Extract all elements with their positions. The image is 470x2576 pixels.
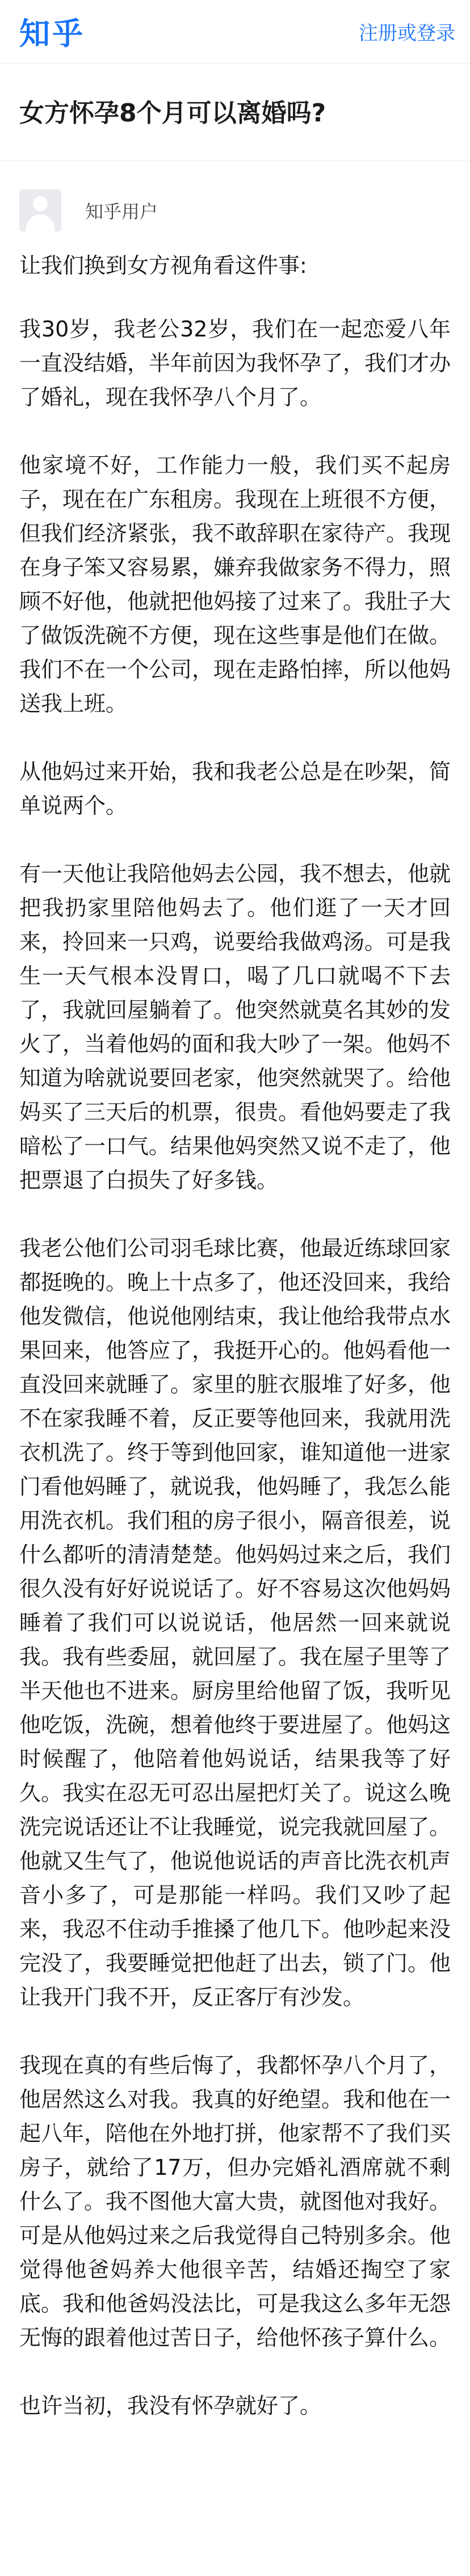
answer-paragraph: 从他妈过来开始，我和我老公总是在吵架，简单说两个。 [19, 759, 451, 819]
avatar[interactable] [19, 190, 61, 231]
author-name[interactable]: 知乎用户 [85, 201, 158, 223]
answer-author [19, 190, 451, 231]
answer-paragraph: 让我们换到女方视角看这件事: [19, 253, 307, 279]
question-title[interactable]: 女方怀孕8个月可以离婚吗? [0, 64, 470, 161]
answer-paragraph: 也许当初，我没有怀孕就好了。 [19, 2393, 322, 2419]
answer-paragraph: 有一天他让我陪他妈去公园，我不想去，他就把我扔家里陪他妈去了。他们逛了一天才回来，拎回来一只鸡，说要给我做鸡汤。可是我生一天气根本没胃口，喝了几口就喝不下去了，我就回屋躺着了。他突然就莫名其妙的发火了，当着他妈的面和我大吵了一架。他妈不知道为啥就说要回老家，他突然就哭了。给他妈买了三天后的机票，很贵。看他妈要走了我暗松了一口气。结果他妈突然又说不走了，他把票退了白损失了好多钱。 [19, 861, 451, 1193]
answer-paragraph: 我30岁，我老公32岁，我们在一起恋爱八年一直没结婚，半年前因为我怀孕了，我们才办了婚礼，现在我怀孕八个月了。 [19, 317, 451, 410]
top-bar [0, 0, 470, 64]
answer-paragraph: 我现在真的有些后悔了，我都怀孕八个月了，他居然这么对我。我真的好绝望。我和他在一起八年，陪他在外地打拼，他家帮不了我们买房子，就给了17万，但办完婚礼酒席就不剩什么了。我不图他大富大贵，就图他对我好。可是从他妈过来之后我觉得自己特别多余。他觉得他爸妈养大他很辛苦，结婚还掏空了家底。我和他爸妈没法比，可是我这么多年无怨无悔的跟着他过苦日子，给他怀孩子算什么。 [19, 2053, 451, 2351]
zhihu-logo[interactable]: 知乎 [19, 16, 85, 52]
answer-paragraph: 他家境不好，工作能力一般，我们买不起房子，现在在广东租房。我现在上班很不方便，但我们经济紧张，我不敢辞职在家待产。我现在身子笨又容易累，嫌弃我做家务不得力，照顾不好他，他就把他妈接了过来了。我肚子大了做饭洗碗不方便，现在这些事是他们在做。我们不在一个公司，现在走路怕摔，所以他妈送我上班。 [19, 453, 451, 717]
answer-card [0, 161, 470, 2423]
login-register-link[interactable]: 注册或登录 [359, 22, 455, 45]
answer-paragraph: 我老公他们公司羽毛球比赛，他最近练球回家都挺晚的。晚上十点多了，他还没回来，我给他发微信，他说他刚结束，我让他给我带点水果回来，他答应了，我挺开心的。他妈看他一直没回来就睡了。家里的脏衣服堆了好多，他不在家我睡不着，反正要等他回来，我就用洗衣机洗了。终于等到他回家，谁知道他一进家门看他妈睡了，就说我，他妈睡了，我怎么能用洗衣机。我们租的房子很小，隔音很差，说什么都听的清清楚楚。他妈妈过来之后，我们很久没有好好说说话了。好不容易这次他妈妈睡着了我们可以说说话，他居然一回来就说我。我有些委屈，就回屋了。我在屋子里等了半天他也不进来。厨房里给他留了饭，我听见他吃饭，洗碗，想着他终于要进屋了。他妈这时候醒了，他陪着他妈说话，结果我等了好久。我实在忍无可忍出屋把灯关了。说这么晚洗完说话还让不让我睡觉，说完我就回屋了。他就又生气了，他说他说话的声音比洗衣机声音小多了，可是那能一样吗。我们又吵了起来，我忍不住动手推搡了他几下。他吵起来没完没了，我要睡觉把他赶了出去，锁了门。他让我开门我不开，反正客厅有沙发。 [19, 1236, 451, 2010]
